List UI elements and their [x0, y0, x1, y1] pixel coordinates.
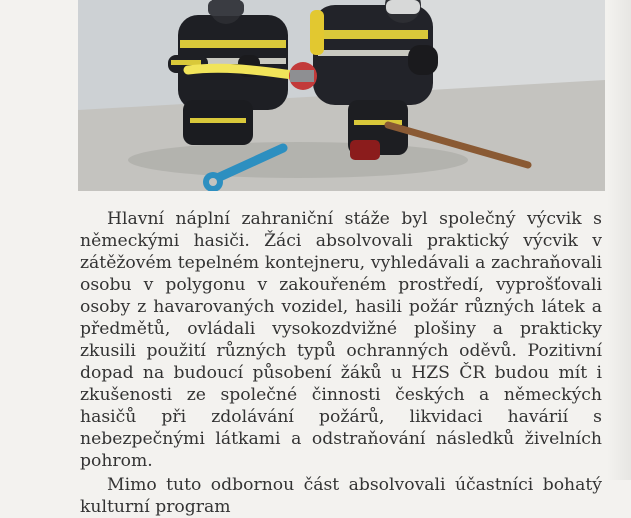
article-paragraph: Mimo tuto odbornou část absolvovali účastníci bohatý kulturní program — [80, 475, 602, 517]
article-body — [80, 208, 602, 518]
photo-illustration — [78, 0, 605, 191]
article-paragraph: Hlavní náplní zahraniční stáže byl společný výcvik s německými hasiči. Žáci absolvovali praktický výcvik v zátěžovém tepelném kontejneru, vyhledávali a zachraňovali osobu v polygonu v zakouřeném prostředí, vyprošťovali osoby z havarovaných vozidel, hasili požár různých látek a předmětů, ovládali vysokozdvižné plošiny a prakticky zkusili použití různých typů ochranných oděvů. Pozitivní dopad na budoucí působení žáků u HZS ČR budou mít i zkušenosti ze společné činnosti českých a německých hasičů při zdolávání požárů, likvidaci havárií s nebezpečnými látkami a odstraňování následků živelních pohrom. — [80, 209, 602, 471]
firefighters-training-photo — [78, 0, 605, 191]
page-edge-shadow — [607, 0, 631, 480]
